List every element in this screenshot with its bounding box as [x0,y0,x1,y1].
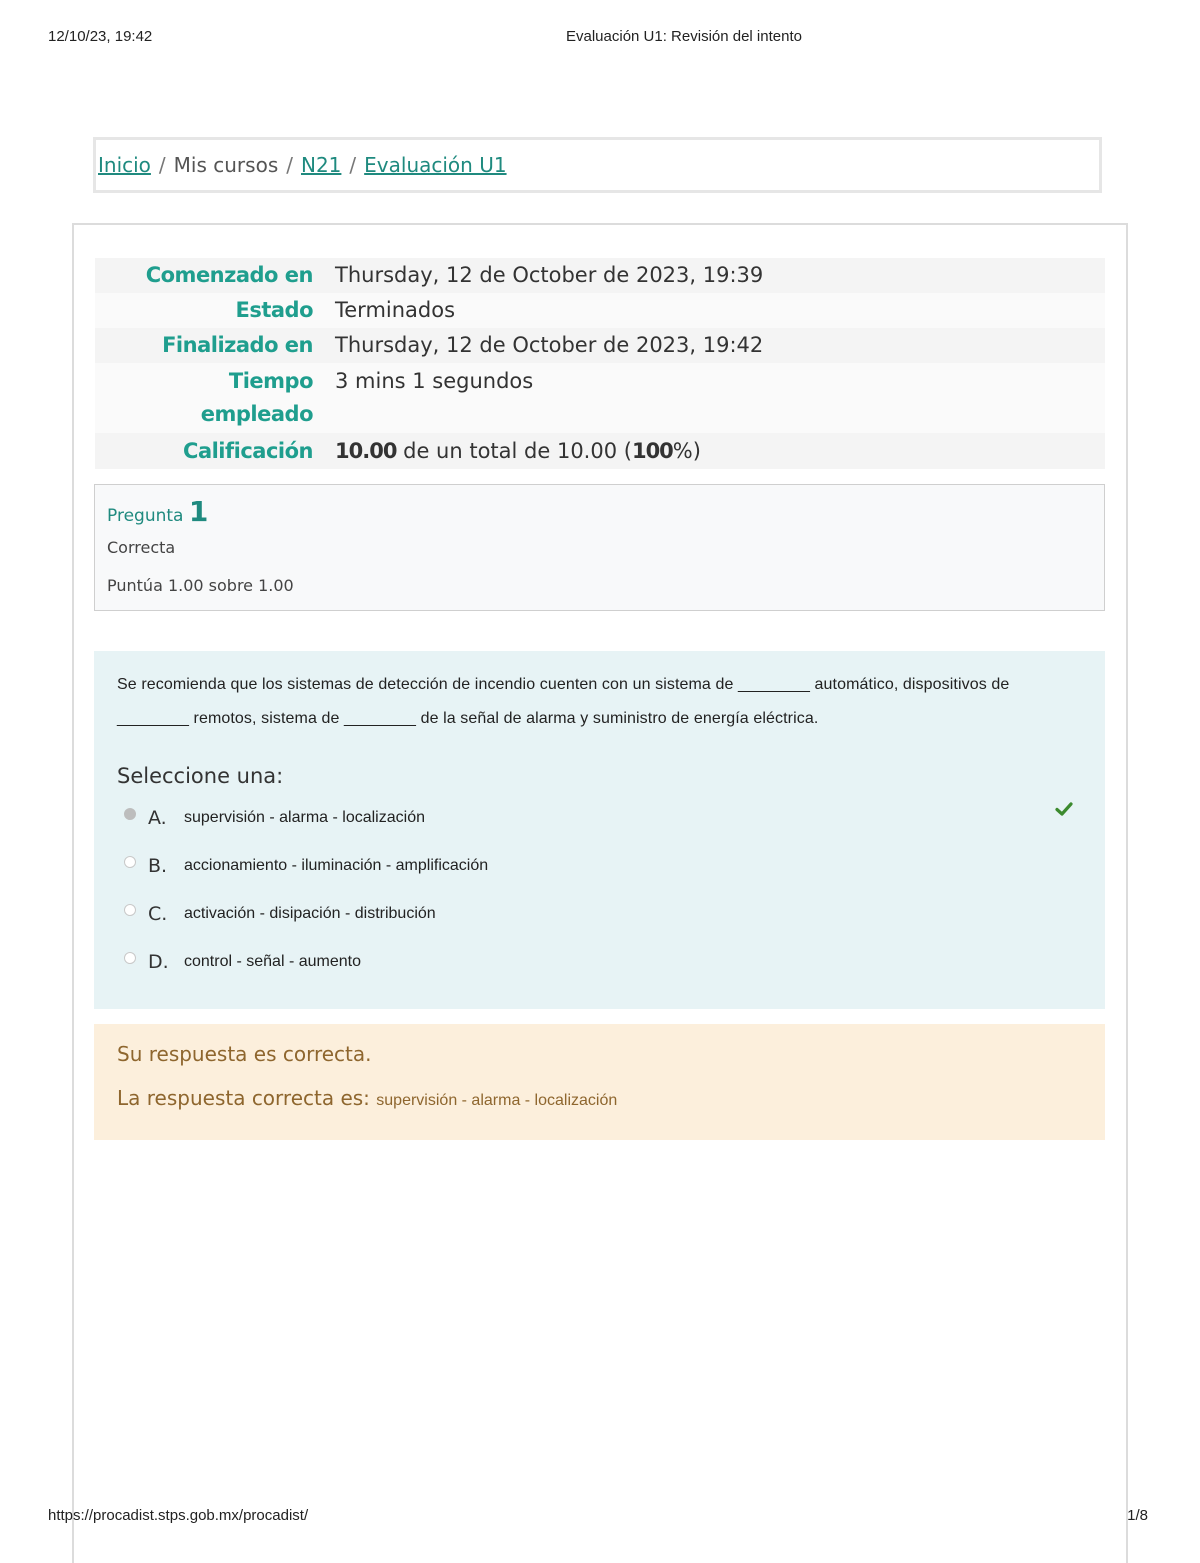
check-icon [1054,799,1074,819]
option-text-b: accionamiento - iluminación - amplificación [184,857,489,874]
question-state: Correcta [107,538,176,557]
question-grade: Puntúa 1.00 sobre 1.00 [107,576,294,595]
question-text-line-1: Se recomienda que los sistemas de detección de incendio cuenten con un sistema de ________ automático, dispositivos de [117,676,1010,693]
print-page-number: 1/8 [1127,1507,1148,1524]
answer-option-b[interactable] [124,854,488,878]
print-page-title: Evaluación U1: Revisión del intento [566,28,802,45]
question-text-line-2: ________ remotos, sistema de ________ de la señal de alarma y suministro de energía eléctrica. [117,710,819,727]
grade-score: 10.00 [335,439,397,463]
attempt-summary-table [95,258,1105,469]
breadcrumb [93,137,1102,193]
summary-row-time-taken [95,363,1105,433]
grade-percent-suffix: %) [672,439,701,463]
breadcrumb-separator: / [286,153,293,177]
summary-label-time-line2: empleado [200,402,313,426]
summary-row-completed [95,328,1105,363]
answer-option-a[interactable] [124,806,425,830]
feedback-result: Su respuesta es correcta. [117,1042,372,1066]
summary-value-started: Thursday, 12 de October de 2023, 19:39 [323,258,1105,293]
summary-value-time-taken: 3 mins 1 segundos [323,363,1105,433]
option-letter-b: B. [148,855,168,877]
summary-row-started [95,258,1105,293]
option-text-c: activación - disipación - distribución [184,905,436,922]
grade-total: de un total de 10.00 ( [396,439,632,463]
question-text [117,668,1082,736]
summary-label-completed: Finalizado en [95,328,323,363]
breadcrumb-link-quiz[interactable]: Evaluación U1 [364,153,507,177]
option-text-d: control - señal - aumento [184,953,361,970]
print-url: https://procadist.stps.gob.mx/procadist/ [48,1507,309,1524]
breadcrumb-item-mis-cursos: Mis cursos [173,153,279,177]
radio-option-c[interactable] [124,904,136,916]
question-number-label: Pregunta [107,506,189,526]
option-letter-c: C. [148,903,168,925]
summary-label-started: Comenzado en [95,258,323,293]
summary-label-time-line1: Tiempo [228,369,313,393]
question-content [94,651,1105,1009]
print-datetime: 12/10/23, 19:42 [48,28,153,45]
option-letter-d: D. [148,951,169,973]
feedback-right-answer [117,1086,617,1110]
grade-percent: 100 [631,439,673,463]
radio-option-b[interactable] [124,856,136,868]
summary-value-grade [323,433,1105,469]
summary-label-state: Estado [95,293,323,328]
summary-value-completed: Thursday, 12 de October de 2023, 19:42 [323,328,1105,363]
radio-option-d[interactable] [124,952,136,964]
question-number [107,495,208,528]
answer-option-c[interactable] [124,902,436,926]
summary-value-state: Terminados [323,293,1105,328]
breadcrumb-separator: / [158,153,166,177]
summary-label-time-taken [95,363,323,433]
answer-option-d[interactable] [124,950,361,974]
question-number-value: 1 [188,495,209,528]
right-answer-value: supervisión - alarma - localización [376,1092,618,1109]
right-answer-label: La respuesta correcta es: [117,1086,377,1110]
option-letter-a: A. [148,807,167,829]
feedback-panel [94,1024,1105,1140]
radio-option-a[interactable] [124,808,136,820]
breadcrumb-link-inicio[interactable]: Inicio [98,153,151,177]
summary-row-state [95,293,1105,328]
breadcrumb-link-course[interactable]: N21 [300,153,342,177]
question-info-panel [94,484,1105,611]
answer-prompt: Seleccione una: [117,764,284,788]
option-text-a: supervisión - alarma - localización [184,809,425,826]
breadcrumb-separator: / [349,153,357,177]
summary-row-grade [95,433,1105,469]
summary-label-grade: Calificación [95,433,323,469]
